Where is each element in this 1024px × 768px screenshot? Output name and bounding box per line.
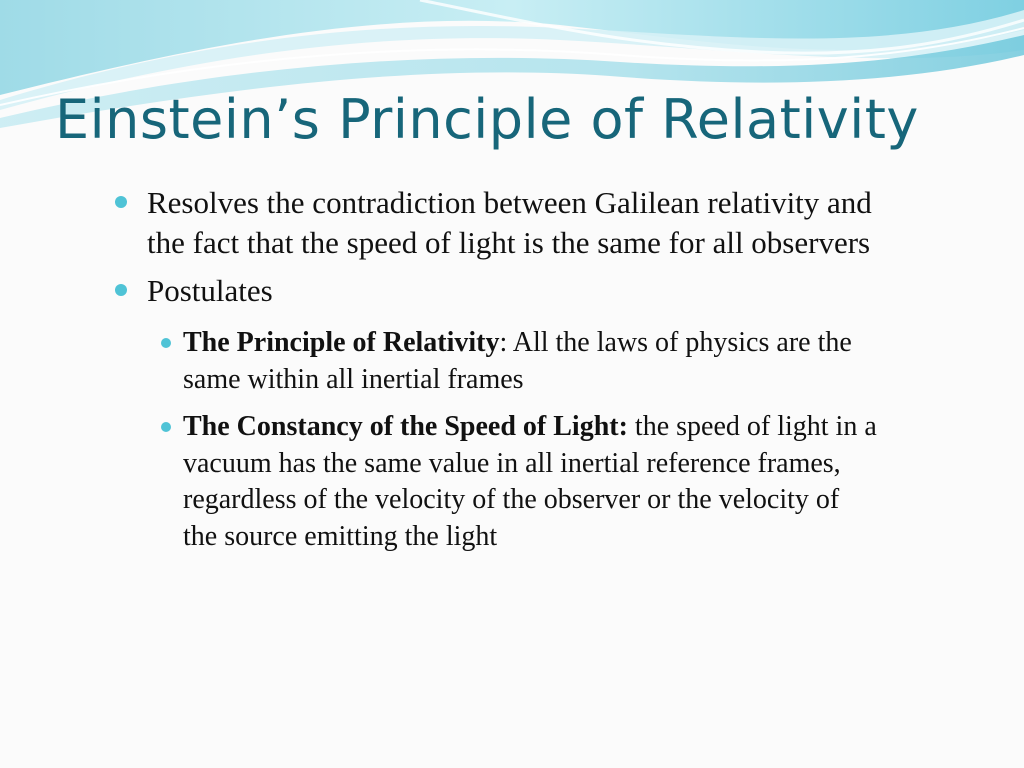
bullet-list <box>112 183 912 555</box>
bullet-dot-icon <box>115 196 127 208</box>
bullet-text: Resolves the contradiction between Galilean relativity and the fact that the speed of light is the same for all observers <box>147 185 872 260</box>
bullet-dot-icon <box>161 422 171 432</box>
sub-list-item <box>157 325 877 398</box>
bullet-text: Postulates <box>147 273 273 308</box>
sub-bullet-text <box>183 409 877 555</box>
sub-bullet-list <box>157 325 912 555</box>
postulate-name: The Principle of Relativity <box>183 327 500 358</box>
list-item <box>112 271 912 311</box>
list-item <box>112 183 912 263</box>
bullet-dot-icon <box>161 338 171 348</box>
slide-title: Einstein’s Principle of Relativity <box>55 88 919 151</box>
sub-bullet-text <box>183 325 877 398</box>
bullet-dot-icon <box>115 284 127 296</box>
postulate-description: the speed of light in a vacuum has the same value in all inertial reference frames, regardless of the velocity of the observer or the velocity of the source emitting the light <box>183 411 877 552</box>
postulate-name: The Constancy of the Speed of Light: <box>183 411 628 442</box>
postulate-description: : All the laws of physics are the same within all inertial frames <box>183 327 852 395</box>
sub-list-item <box>157 409 877 555</box>
